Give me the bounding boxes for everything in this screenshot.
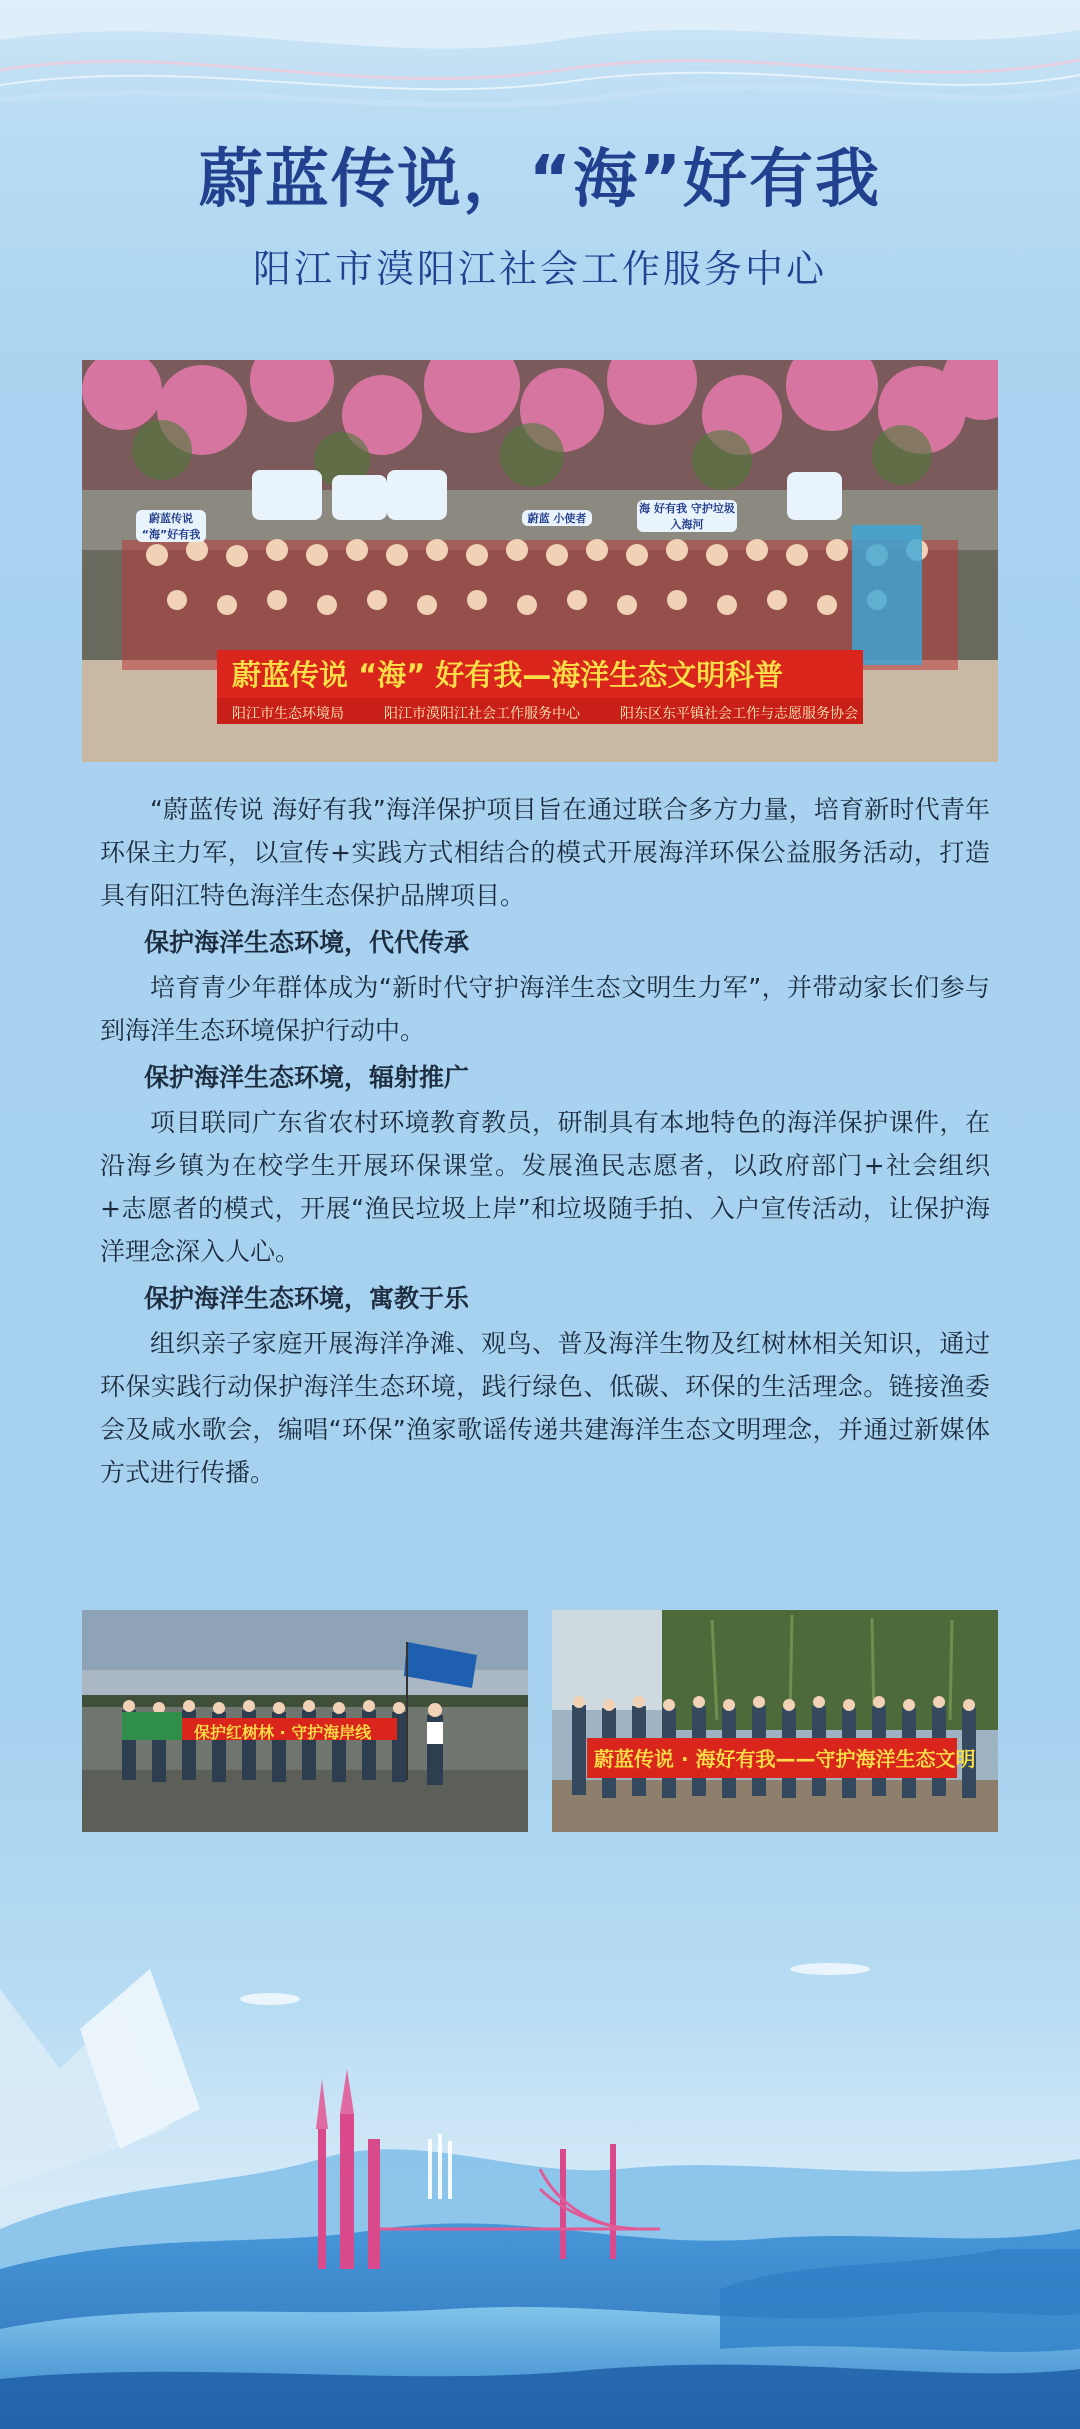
photo-left-banner: 保护红树林 · 守护海岸线 bbox=[194, 1723, 372, 1742]
photo-mangrove-activity bbox=[82, 1610, 528, 1832]
photo-seaside-group bbox=[552, 1610, 998, 1832]
coastal-city-decoration bbox=[0, 1929, 1080, 2429]
organization-subtitle: 阳江市漠阳江社会工作服务中心 bbox=[252, 247, 827, 291]
photo-banner-org-3: 阳东区东平镇社会工作与志愿服务协会 bbox=[620, 706, 858, 722]
section-text-heritage: 培育青少年群体成为“新时代守护海洋生态文明生力军”，并带动家长们参与到海洋生态环境保护行动中。 bbox=[100, 973, 990, 1045]
photo-right-banner: 蔚蓝传说 · 海好有我——守护海洋生态文明 bbox=[594, 1747, 976, 1771]
section-text-edutainment: 组织亲子家庭开展海洋净滩、观鸟、普及海洋生物及红树林相关知识，通过环保实践行动保护海洋生态环境，践行绿色、低碳、环保的生活理念。链接渔委会及咸水歌会，编唱“环保”渔家歌谣传递共建海洋生态文明理念，并通过新媒体方式进行传播。 bbox=[100, 1329, 990, 1487]
seaside-photo-illustration bbox=[552, 1610, 998, 1832]
group-photo-illustration bbox=[82, 360, 998, 762]
photo-sign-left: 蔚蓝传说 “海”好有我 bbox=[136, 510, 206, 542]
page-title: 蔚蓝传说，“海”好有我 bbox=[198, 143, 882, 217]
top-wave-decoration bbox=[0, 0, 1080, 130]
photo-main-banner: 蔚蓝传说 “海” 好有我—海洋生态文明科普 bbox=[232, 658, 784, 692]
intro-paragraph: “蔚蓝传说 海好有我”海洋保护项目旨在通过联合多方力量，培育新时代青年环保主力军，以宣传+实践方式相结合的模式开展海洋环保公益服务活动，打造具有阳江特色海洋生态保护品牌项目。 bbox=[100, 795, 990, 910]
article-body bbox=[100, 788, 990, 1494]
photo-sign-middle: 蔚蓝 小使者 bbox=[522, 510, 592, 526]
photo-banner-org-2: 阳江市漠阳江社会工作服务中心 bbox=[384, 706, 580, 722]
section-heading-outreach: 保护海洋生态环境，辐射推广 bbox=[144, 1063, 470, 1092]
section-heading-edutainment: 保护海洋生态环境，寓教于乐 bbox=[144, 1284, 470, 1313]
section-text-outreach: 项目联同广东省农村环境教育教员，研制具有本地特色的海洋保护课件，在沿海乡镇为在校学生开展环保课堂。发展渔民志愿者，以政府部门+社会组织+志愿者的模式，开展“渔民垃圾上岸”和垃圾随手拍、入户宣传活动，让保护海洋理念深入人心。 bbox=[100, 1108, 990, 1266]
photo-sign-right: 海 好有我 守护垃圾入海河 bbox=[637, 500, 737, 532]
group-photo-main bbox=[82, 360, 998, 762]
photo-banner-org-1: 阳江市生态环境局 bbox=[232, 706, 344, 722]
section-heading-heritage: 保护海洋生态环境，代代传承 bbox=[144, 928, 470, 957]
